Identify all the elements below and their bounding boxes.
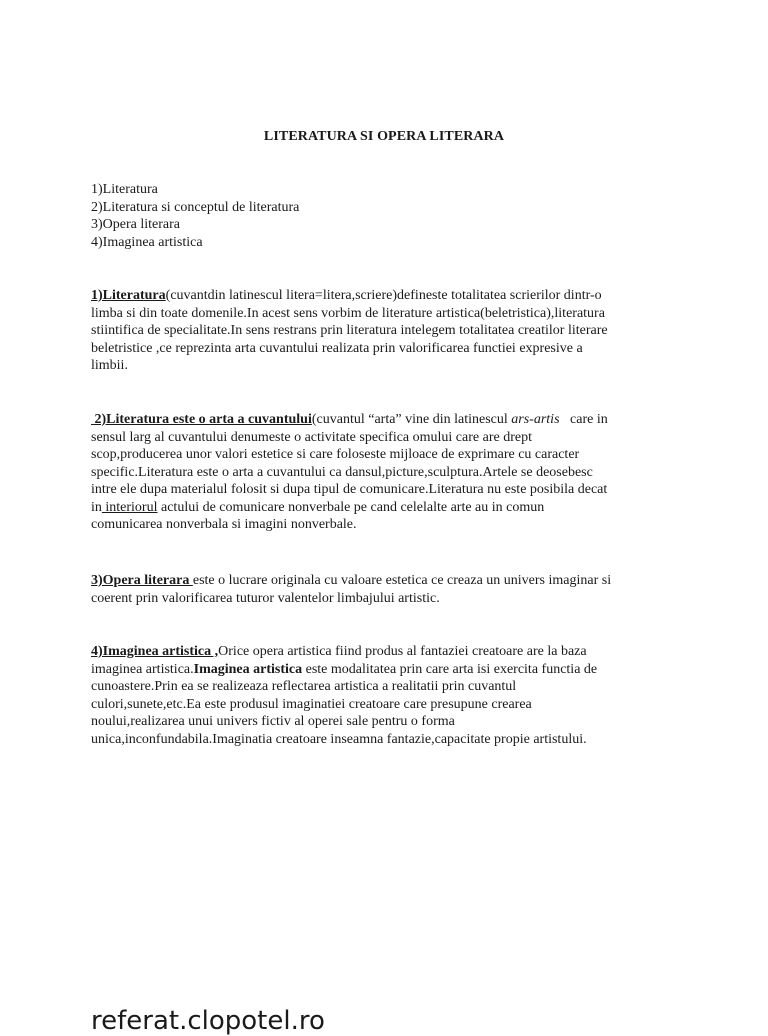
- paragraph-line: coerent prin valorificarea tuturor valentelor limbajului artistic.: [91, 590, 440, 606]
- paragraph-arta-cuvantului: [91, 411, 691, 534]
- paragraph-line: beletristice ,ce reprezinta arta cuvantului realizata prin valorificarea functiei expresive a: [91, 340, 583, 356]
- paragraph-opera-literara: [91, 572, 691, 607]
- paragraph-text: imaginea artistica.: [91, 661, 194, 677]
- paragraph-text: este modalitatea prin care arta isi exercita functia de: [302, 661, 598, 677]
- section-heading: 3)Opera literara: [91, 573, 193, 588]
- paragraph-text: in: [91, 499, 102, 515]
- paragraph-line: [91, 661, 691, 679]
- toc-item: 4)Imaginea artistica: [91, 234, 203, 250]
- bold-term: Imaginea artistica: [193, 661, 303, 677]
- toc-item: 3)Opera literara: [91, 217, 180, 232]
- paragraph-line: [91, 411, 691, 429]
- document-title: LITERATURA SI OPERA LITERARA: [263, 129, 505, 144]
- italic-term: ars-artis: [511, 412, 560, 427]
- section-heading: 4)Imaginea artistica ,: [91, 644, 219, 659]
- paragraph-text: actului de comunicare nonverbale pe cand celelalte arte au in comun: [157, 499, 545, 515]
- paragraph-line: sensul larg al cuvantului denumeste o activitate specifica omului care are drept: [91, 429, 532, 445]
- paragraph-line: limbii.: [91, 358, 128, 373]
- footer-watermark: referat.clopotel.ro: [91, 1006, 325, 1036]
- paragraph-line: noului,realizarea unui univers fictiv al operei sale pentru o forma: [91, 714, 455, 729]
- paragraph-line: stiintifica de specialitate.In sens restrans prin literatura intelegem totalitatea creatilor literare: [91, 323, 608, 338]
- toc-item: 1)Literatura: [91, 182, 158, 197]
- paragraph-text: Orice opera artistica fiind produs al fantaziei creatoare are la baza: [218, 644, 587, 659]
- paragraph-text: (cuvantul “arta” vine din latinescul: [311, 412, 512, 427]
- underlined-term: interiorul: [101, 499, 158, 515]
- section-heading: 2)Literatura este o arta a cuvantului: [91, 412, 312, 427]
- paragraph-line: [91, 499, 691, 517]
- paragraph-line: cunoastere.Prin ea se realizeaza reflectarea artistica a realitatii prin cuvantul: [91, 679, 517, 694]
- paragraph-imaginea-artistica: [91, 643, 691, 748]
- paragraph-line: limba si din toate domenile.In acest sens vorbim de literature artistica(beletristica),literatura: [91, 305, 605, 321]
- paragraph-line: unica,inconfundabila.Imaginatia creatoare inseamna fantazie,capacitate propie artistului.: [91, 731, 587, 747]
- section-heading: 1)Literatura: [91, 288, 166, 303]
- paragraph-line: [91, 287, 691, 305]
- paragraph-text: (cuvantdin latinescul litera=litera,scriere)defineste totalitatea scrierilor dintr-o: [165, 288, 602, 303]
- paragraph-literatura: [91, 287, 691, 375]
- paragraph-line: comunicarea nonverbala si imagini nonverbale.: [91, 517, 357, 532]
- paragraph-line: intre ele dupa materialul folosit si dupa tipul de comunicare.Literatura nu este posibila decat: [91, 482, 608, 497]
- paragraph-line: culori,sunete,etc.Ea este produsul imaginatiei creatoare care presupune crearea: [91, 696, 532, 712]
- paragraph-line: specific.Literatura este o arta a cuvantului ca dansul,picture,sculptura.Artele se deosebesc: [91, 464, 593, 480]
- paragraph-text: este o lucrare originala cu valoare estetica ce creaza un univers imaginar si: [192, 573, 612, 588]
- toc-item: 2)Literatura si conceptul de literatura: [91, 199, 300, 215]
- paragraph-text: care in: [559, 412, 608, 427]
- table-of-contents: [91, 181, 299, 251]
- paragraph-line: scop,producerea unor valori estetice si care foloseste mijloace de exprimare cu caracter: [91, 447, 580, 462]
- paragraph-line: [91, 643, 691, 661]
- paragraph-line: [91, 572, 691, 590]
